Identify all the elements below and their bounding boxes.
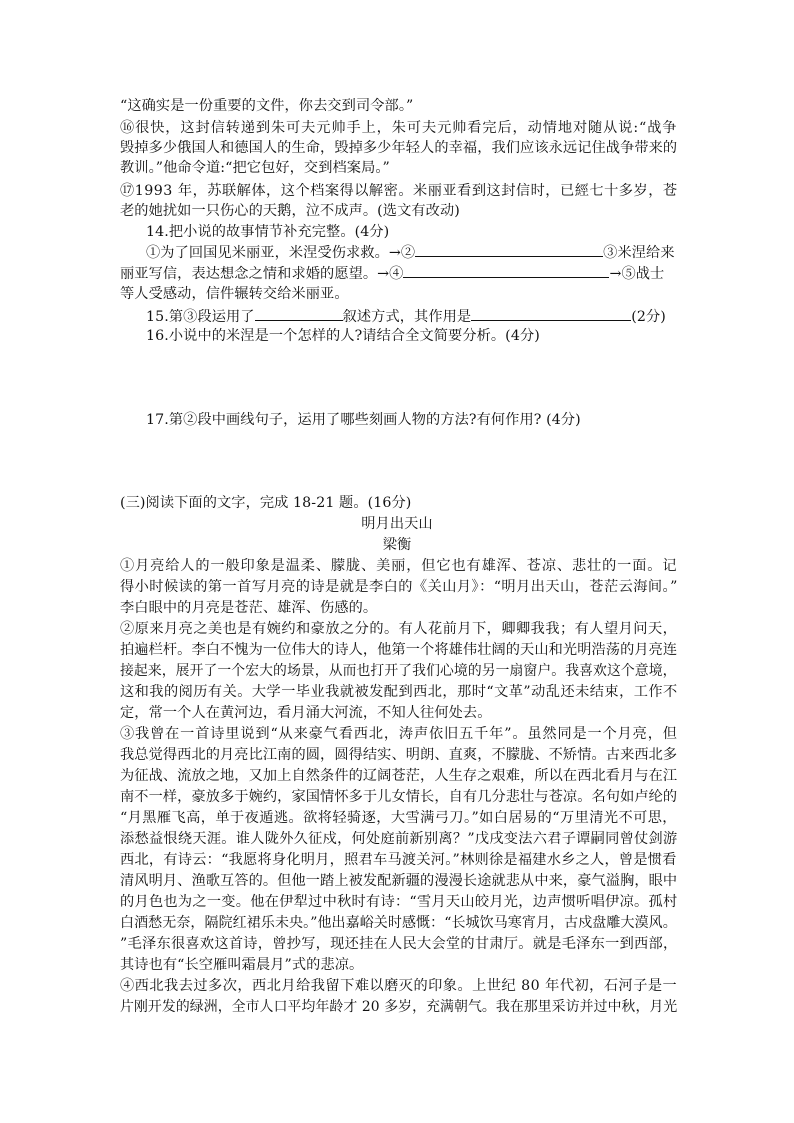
paragraph-2-line: [120, 640, 677, 660]
text: 接起来，展开了一个宏大的场景，从而也打开了我们心境的另一扇窗户。我喜欢这个意境，: [120, 663, 677, 679]
question-14-line-2: [120, 263, 664, 284]
text: 丽亚写信，表达想念之情和求婚的愿望。→④: [120, 266, 404, 282]
text: 毁掉多少俄国人和德国人的生命，毁掉多少年轻人的幸福，我们应该永远记住战争带来的: [120, 140, 678, 156]
answer-blank[interactable]: [255, 306, 343, 321]
paragraph-3-line: [120, 787, 677, 807]
section-heading: (三)阅读下面的文字，完成 18-21 题。(16分): [120, 495, 412, 511]
text: ③我曾在一首诗里说到“从来豪气看西北，涛声依旧五千年”。虽然同是一个月亮，但: [120, 726, 678, 742]
text: ③米涅给来: [603, 245, 675, 261]
question-17: 17.第②段中画线句子，运用了哪些刻画人物的方法?有何作用? (4分): [146, 412, 581, 428]
text: ①月亮给人的一般印象是温柔、朦胧、美丽，但它也有雄浑、苍凉、悲壮的一面。记: [120, 558, 678, 574]
text: 西北，有诗云：“我愿将身化明月，照君车马渡关河。”林则徐是福建水乡之人，曾是惯看: [120, 852, 677, 868]
paragraph-2-line: [120, 661, 677, 681]
question-15: [146, 306, 666, 327]
text: 南不一样，豪放多于婉约，家国情怀多于儿女情长，自有几分悲壮与苍凉。名句如卢纶的: [120, 789, 678, 805]
paragraph-4-line: [120, 997, 677, 1017]
paragraph-3-line: 其诗也有“长空雁叫霜晨月”式的悲凉。: [120, 957, 364, 973]
paragraph-3-line: [120, 766, 677, 786]
text: 添愁益恨绕天涯。谁人陇外久征戍，何处庭前新别离？”戊戌变法六君子谭嗣同曾仗剑游: [120, 831, 678, 847]
paragraph-2-line: [120, 619, 677, 639]
answer-blank[interactable]: [403, 263, 609, 278]
story-line: “这确实是一份重要的文件，你去交到司令部。”: [120, 98, 414, 114]
paragraph-3-line: [120, 892, 677, 912]
text: ④西北我去过多次，西北月给我留下难以磨灭的印象。上世纪 80 年代初，石河子是一: [120, 978, 678, 994]
text: 15.第③段运用了: [146, 309, 255, 325]
text: 的月色也为之一变。他在伊犁过中秋时有诗：“雪月天山皎月光，边声惯听唱伊凉。孤村: [120, 894, 678, 910]
text: 这和我的阅历有关。大学一毕业我就被发配到西北，那时“文革”动乱还未结束，工作不: [120, 684, 678, 700]
article-author: 梁衡: [382, 537, 412, 553]
text: 白酒愁无奈，隔院红裙乐未央。”他出嘉峪关时感慨：“长城饮马寒宵月，古戍盘雕大漠风。: [120, 915, 677, 931]
answer-blank[interactable]: [415, 242, 603, 257]
paragraph-3-line: [120, 850, 677, 870]
text: ②原来月亮之美也是有婉约和豪放之分的。有人花前月下，卿卿我我；有人望月问天，: [120, 621, 678, 637]
paragraph-16-line: [120, 118, 677, 138]
text: 为征战、流放之地，又加上自然条件的辽阔苍茫，人生存之艰难，所以在西北看月与在江: [120, 768, 678, 784]
text: ⑯很快，这封信转递到朱可夫元帅手上，朱可夫元帅看完后，动情地对随从说:“战争: [120, 120, 678, 136]
text: →⑤战士: [609, 266, 665, 282]
paragraph-1-line: 李白眼中的月亮是苍茫、雄浑、伤感的。: [120, 600, 378, 616]
text: 叙述方式，其作用是: [342, 309, 472, 325]
text: (2分): [631, 309, 666, 325]
text: “月黑雁飞高，单于夜遁逃。欲将轻骑逐，大雪满弓刀。”如白居易的“万里清光不可思，: [120, 810, 677, 826]
paragraph-3-line: [120, 808, 677, 828]
paragraph-2-line: 定，常一个人在黄河边，看月涌大河流，不知人往何处去。: [120, 705, 492, 721]
paragraph-3-line: [120, 745, 677, 765]
text: ”毛泽东很喜欢这首诗，曾抄写，现还挂在人民大会堂的甘肃厅。就是毛泽东一到西部，: [120, 936, 678, 952]
paragraph-3-line: [120, 913, 677, 933]
question-14: 14.把小说的故事情节补充完整。(4分): [146, 224, 390, 240]
paragraph-3-line: [120, 829, 677, 849]
article-title: 明月出天山: [361, 516, 433, 532]
text: 拍遍栏杆。李白不愧为一位伟大的诗人，他第一个将雄伟壮阔的天山和光明浩荡的月亮连: [120, 642, 678, 658]
paragraph-3-line: [120, 934, 677, 954]
paragraph-17-line: [120, 181, 677, 201]
text: 我总觉得西北的月亮比江南的圆，圆得结实、明朗、直爽，不朦胧、不矫情。古来西北多: [120, 747, 678, 763]
text: 清风明月、渔歌互答的。但他一踏上被发配新疆的漫漫长途就悲从中来，豪气溢胸，眼中: [120, 873, 678, 889]
paragraph-16-line: 教训。”他命令道:“把它包好，交到档案局。”: [120, 160, 390, 176]
paragraph-17-line: 老的她扰如一只伤心的天鹅，泣不成声。(选文有改动): [120, 203, 460, 219]
paragraph-3-line: [120, 724, 677, 744]
paragraph-1-line: [120, 556, 677, 576]
paragraph-1-line: [120, 577, 677, 597]
text: 得小时候读的第一首写月亮的诗是就是李白的《关山月》：“明月出天山，苍茫云海间。”: [120, 579, 678, 595]
answer-blank[interactable]: [471, 306, 631, 321]
paragraph-4-line: [120, 976, 677, 996]
question-16: 16.小说中的米涅是一个怎样的人?请结合全文简要分析。(4分): [146, 328, 540, 344]
text: ①为了回国见米丽亚，米涅受伤求救。→②: [146, 245, 416, 261]
text: 片刚开发的绿洲，全市人口平均年龄才 20 多岁，充满朝气。我在那里采访并过中秋，月光: [120, 999, 678, 1015]
question-14-line-1: [146, 242, 675, 263]
question-14-line-3: 等人受感动，信件辗转交给米丽亚。: [120, 286, 349, 302]
text: ⑰1993 年，苏联解体，这个档案得以解密。米丽亚看到这封信时，已經七十多岁，苍: [120, 183, 678, 199]
paragraph-3-line: [120, 871, 677, 891]
paragraph-16-line: [120, 138, 677, 158]
paragraph-2-line: [120, 682, 677, 702]
